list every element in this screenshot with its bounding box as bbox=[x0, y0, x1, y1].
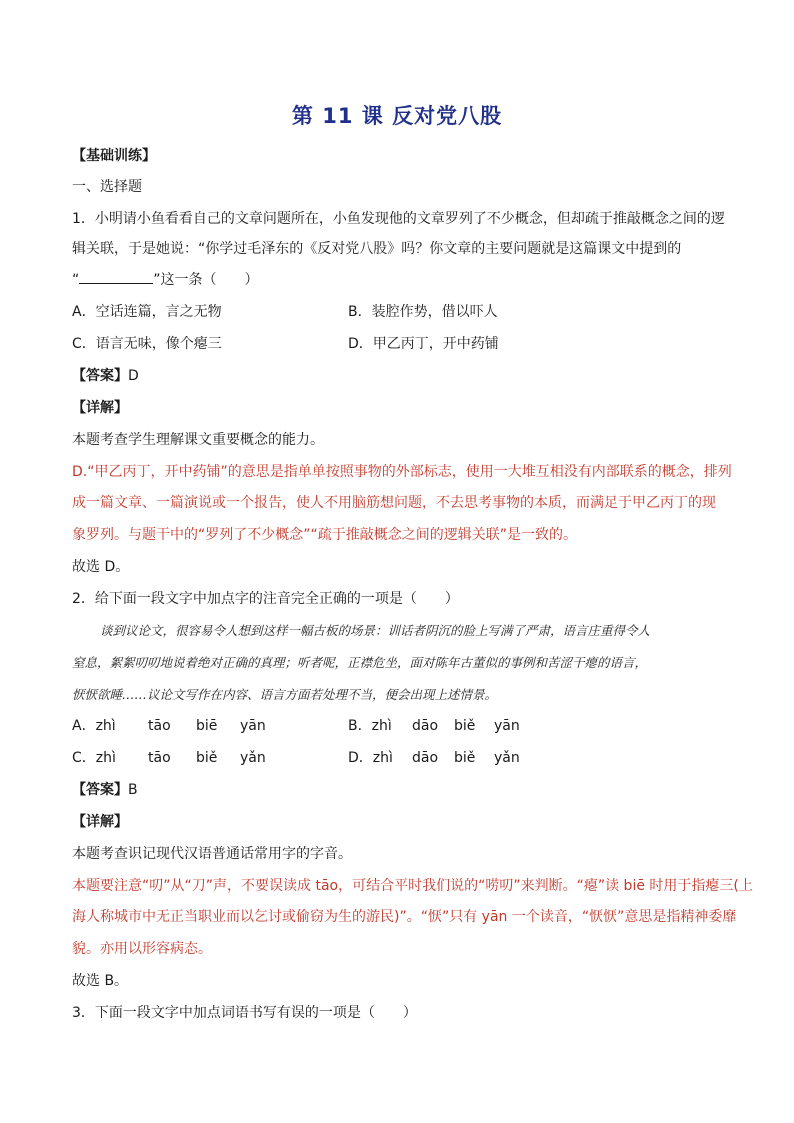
q1-fill-blank bbox=[79, 270, 153, 284]
page-title: 第 11 课 反对党八股 bbox=[291, 104, 503, 128]
q2-option-a-4: yān bbox=[240, 718, 266, 734]
q2-option-c-4: yǎn bbox=[240, 750, 266, 766]
q2-stem: 2．给下面一段文字中加点字的注音完全正确的一项是（ ） bbox=[72, 591, 459, 607]
q1-explanation-2: D.“甲乙丙丁，开中药铺”的意思是指单单按照事物的外部标志，使用一大堆互相没有内部联系的概念，排列 bbox=[72, 464, 732, 480]
q1-explanation-3: 成一篇文章、一篇演说或一个报告，使人不用脑筋想问题，不去思考事物的本质，而满足于甲乙丙丁的现 bbox=[72, 495, 716, 511]
q2-explanation-2: 本题要注意“叨”从“刀”声，不要误读成 tāo，可结合平时我们说的“唠叨”来判断。“瘪”读 biē 时用于指瘪三(上 bbox=[72, 878, 753, 894]
q2-option-c bbox=[72, 748, 266, 768]
q2-passage-line-1: 谈到议论文，很容易令人想到这样一幅古板的场景：训话者阴沉的脸上写满了严肃，语言庄重得令人 bbox=[100, 623, 651, 638]
q2-option-d bbox=[348, 748, 520, 768]
q2-option-d-4: yǎn bbox=[494, 750, 520, 766]
q2-option-b-2: dāo bbox=[412, 718, 439, 734]
q2-option-a-3: biē bbox=[196, 718, 218, 734]
section-heading: 【基础训练】 bbox=[72, 148, 156, 164]
q2-passage-line-2: 窒息，絮絮叨叨地说着绝对正确的真理；听者呢，正襟危坐，面对陈年古董似的事例和苦涩干瘪的语言， bbox=[72, 655, 648, 670]
q2-option-b-3: biě bbox=[454, 718, 476, 734]
q2-option-b bbox=[348, 716, 520, 736]
q2-answer-label: 【答案】 bbox=[72, 782, 128, 798]
q2-option-c-2: tāo bbox=[148, 750, 171, 766]
q2-option-c-1: C．zhì bbox=[72, 750, 116, 766]
q1-stem-line-1: 1．小明请小鱼看看自己的文章问题所在，小鱼发现他的文章罗列了不少概念，但却疏于推敲概念之间的逻 bbox=[72, 211, 725, 227]
q2-option-a bbox=[72, 716, 266, 736]
question-type-heading: 一、选择题 bbox=[72, 179, 142, 195]
q2-conclusion: 故选 B。 bbox=[72, 973, 129, 989]
q3-stem: 3．下面一段文字中加点词语书写有误的一项是（ ） bbox=[72, 1005, 417, 1021]
q2-option-d-1: D．zhì bbox=[348, 750, 393, 766]
q1-stem-line-3 bbox=[72, 270, 259, 290]
q1-answer-label: 【答案】 bbox=[72, 368, 128, 384]
q1-conclusion: 故选 D。 bbox=[72, 559, 130, 575]
q2-explanation-1: 本题考查识记现代汉语普通话常用字的字音。 bbox=[72, 846, 352, 862]
q1-detail-label: 【详解】 bbox=[72, 400, 128, 416]
q1-explanation-1: 本题考查学生理解课文重要概念的能力。 bbox=[72, 432, 324, 448]
q1-stem-line-2: 辑关联，于是她说：“你学过毛泽东的《反对党八股》吗？你文章的主要问题就是这篇课文中提到的 bbox=[72, 241, 682, 257]
q1-explanation-4: 象罗列。与题干中的“罗列了不少概念”“疏于推敲概念之间的逻辑关联”是一致的。 bbox=[72, 527, 578, 543]
q1-option-c: C．语言无味，像个瘪三 bbox=[72, 336, 222, 352]
q2-option-d-2: dāo bbox=[412, 750, 439, 766]
q2-answer-value: B bbox=[128, 782, 138, 798]
q1-option-a: A．空话连篇，言之无物 bbox=[72, 304, 222, 320]
q2-option-a-1: A．zhì bbox=[72, 718, 116, 734]
q2-option-d-3: biě bbox=[454, 750, 476, 766]
q2-answer bbox=[72, 780, 138, 800]
q2-option-a-2: tāo bbox=[148, 718, 171, 734]
q2-explanation-4: 貌。亦用以形容病态。 bbox=[72, 941, 212, 957]
q2-option-b-1: B．zhì bbox=[348, 718, 392, 734]
q1-option-d: D．甲乙丙丁，开中药铺 bbox=[348, 336, 499, 352]
q1-answer-value: D bbox=[128, 368, 139, 384]
q1-quote-close: ”这一条（ ） bbox=[153, 272, 259, 288]
q2-detail-label: 【详解】 bbox=[72, 814, 128, 830]
q2-option-c-3: biě bbox=[196, 750, 218, 766]
q2-passage-line-3: 恹恹欲睡……议论文写作在内容、语言方面若处理不当，便会出现上述情景。 bbox=[72, 687, 498, 702]
q1-answer bbox=[72, 366, 139, 386]
q1-option-b: B．装腔作势，借以吓人 bbox=[348, 304, 498, 320]
q2-explanation-3: 海人称城市中无正当职业而以乞讨或偷窃为生的游民)”。“恹”只有 yān 一个读音，“恹恹”意思是指精神委靡 bbox=[72, 909, 737, 925]
q2-option-b-4: yān bbox=[494, 718, 520, 734]
q1-quote-open: “ bbox=[72, 272, 80, 288]
